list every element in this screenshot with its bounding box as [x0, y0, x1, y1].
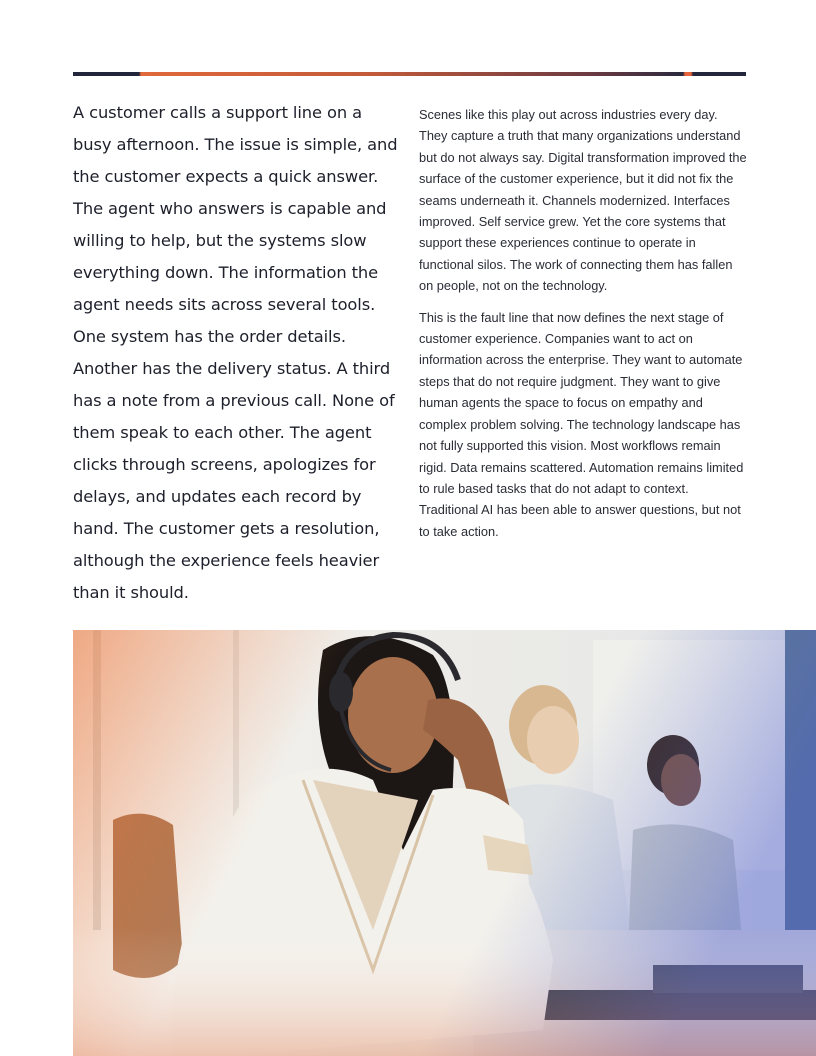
- header-divider-rule: [73, 72, 746, 76]
- body-paragraph-2: This is the fault line that now defines the next stage of customer experience. Companies want to act on information across the enterprise. They want to automate steps that do not require judgment. They want to give human agents the space to focus on empathy and complex problem solving. The technology landscape has not fully supported this vision. Most workflows remain rigid. Data remains scattered. Automation remains limited to rule based tasks that do not adapt to context. Traditional AI has been able to answer questions, but not to take action.: [419, 309, 744, 539]
- call-center-photo: [73, 630, 816, 1056]
- body-column: [419, 104, 749, 552]
- body-paragraph-1: Scenes like this play out across industries every day. They capture a truth that many organizations understand but do not always say. Digital transformation improved the surface of the customer experience, but it did not fix the seams underneath it. Channels modernized. Interfaces improved. Self service grew. Yet the core systems that support these experiences continue to operate in functional silos. The work of connecting them has fallen on people, not on the technology.: [419, 107, 747, 294]
- lead-paragraph: A customer calls a support line on a busy afternoon. The issue is simple, and the customer expects a quick answer. The agent who answers is capable and willing to help, but the systems slow everything down. The information the agent needs sits across several tools. One system has the order details. Another has the delivery status. A third has a note from a previous call. None of them speak to each other. The agent clicks through screens, apologizes for delays, and updates each record by hand. The customer gets a resolution, although the experience feels heavier than it should.: [73, 103, 398, 602]
